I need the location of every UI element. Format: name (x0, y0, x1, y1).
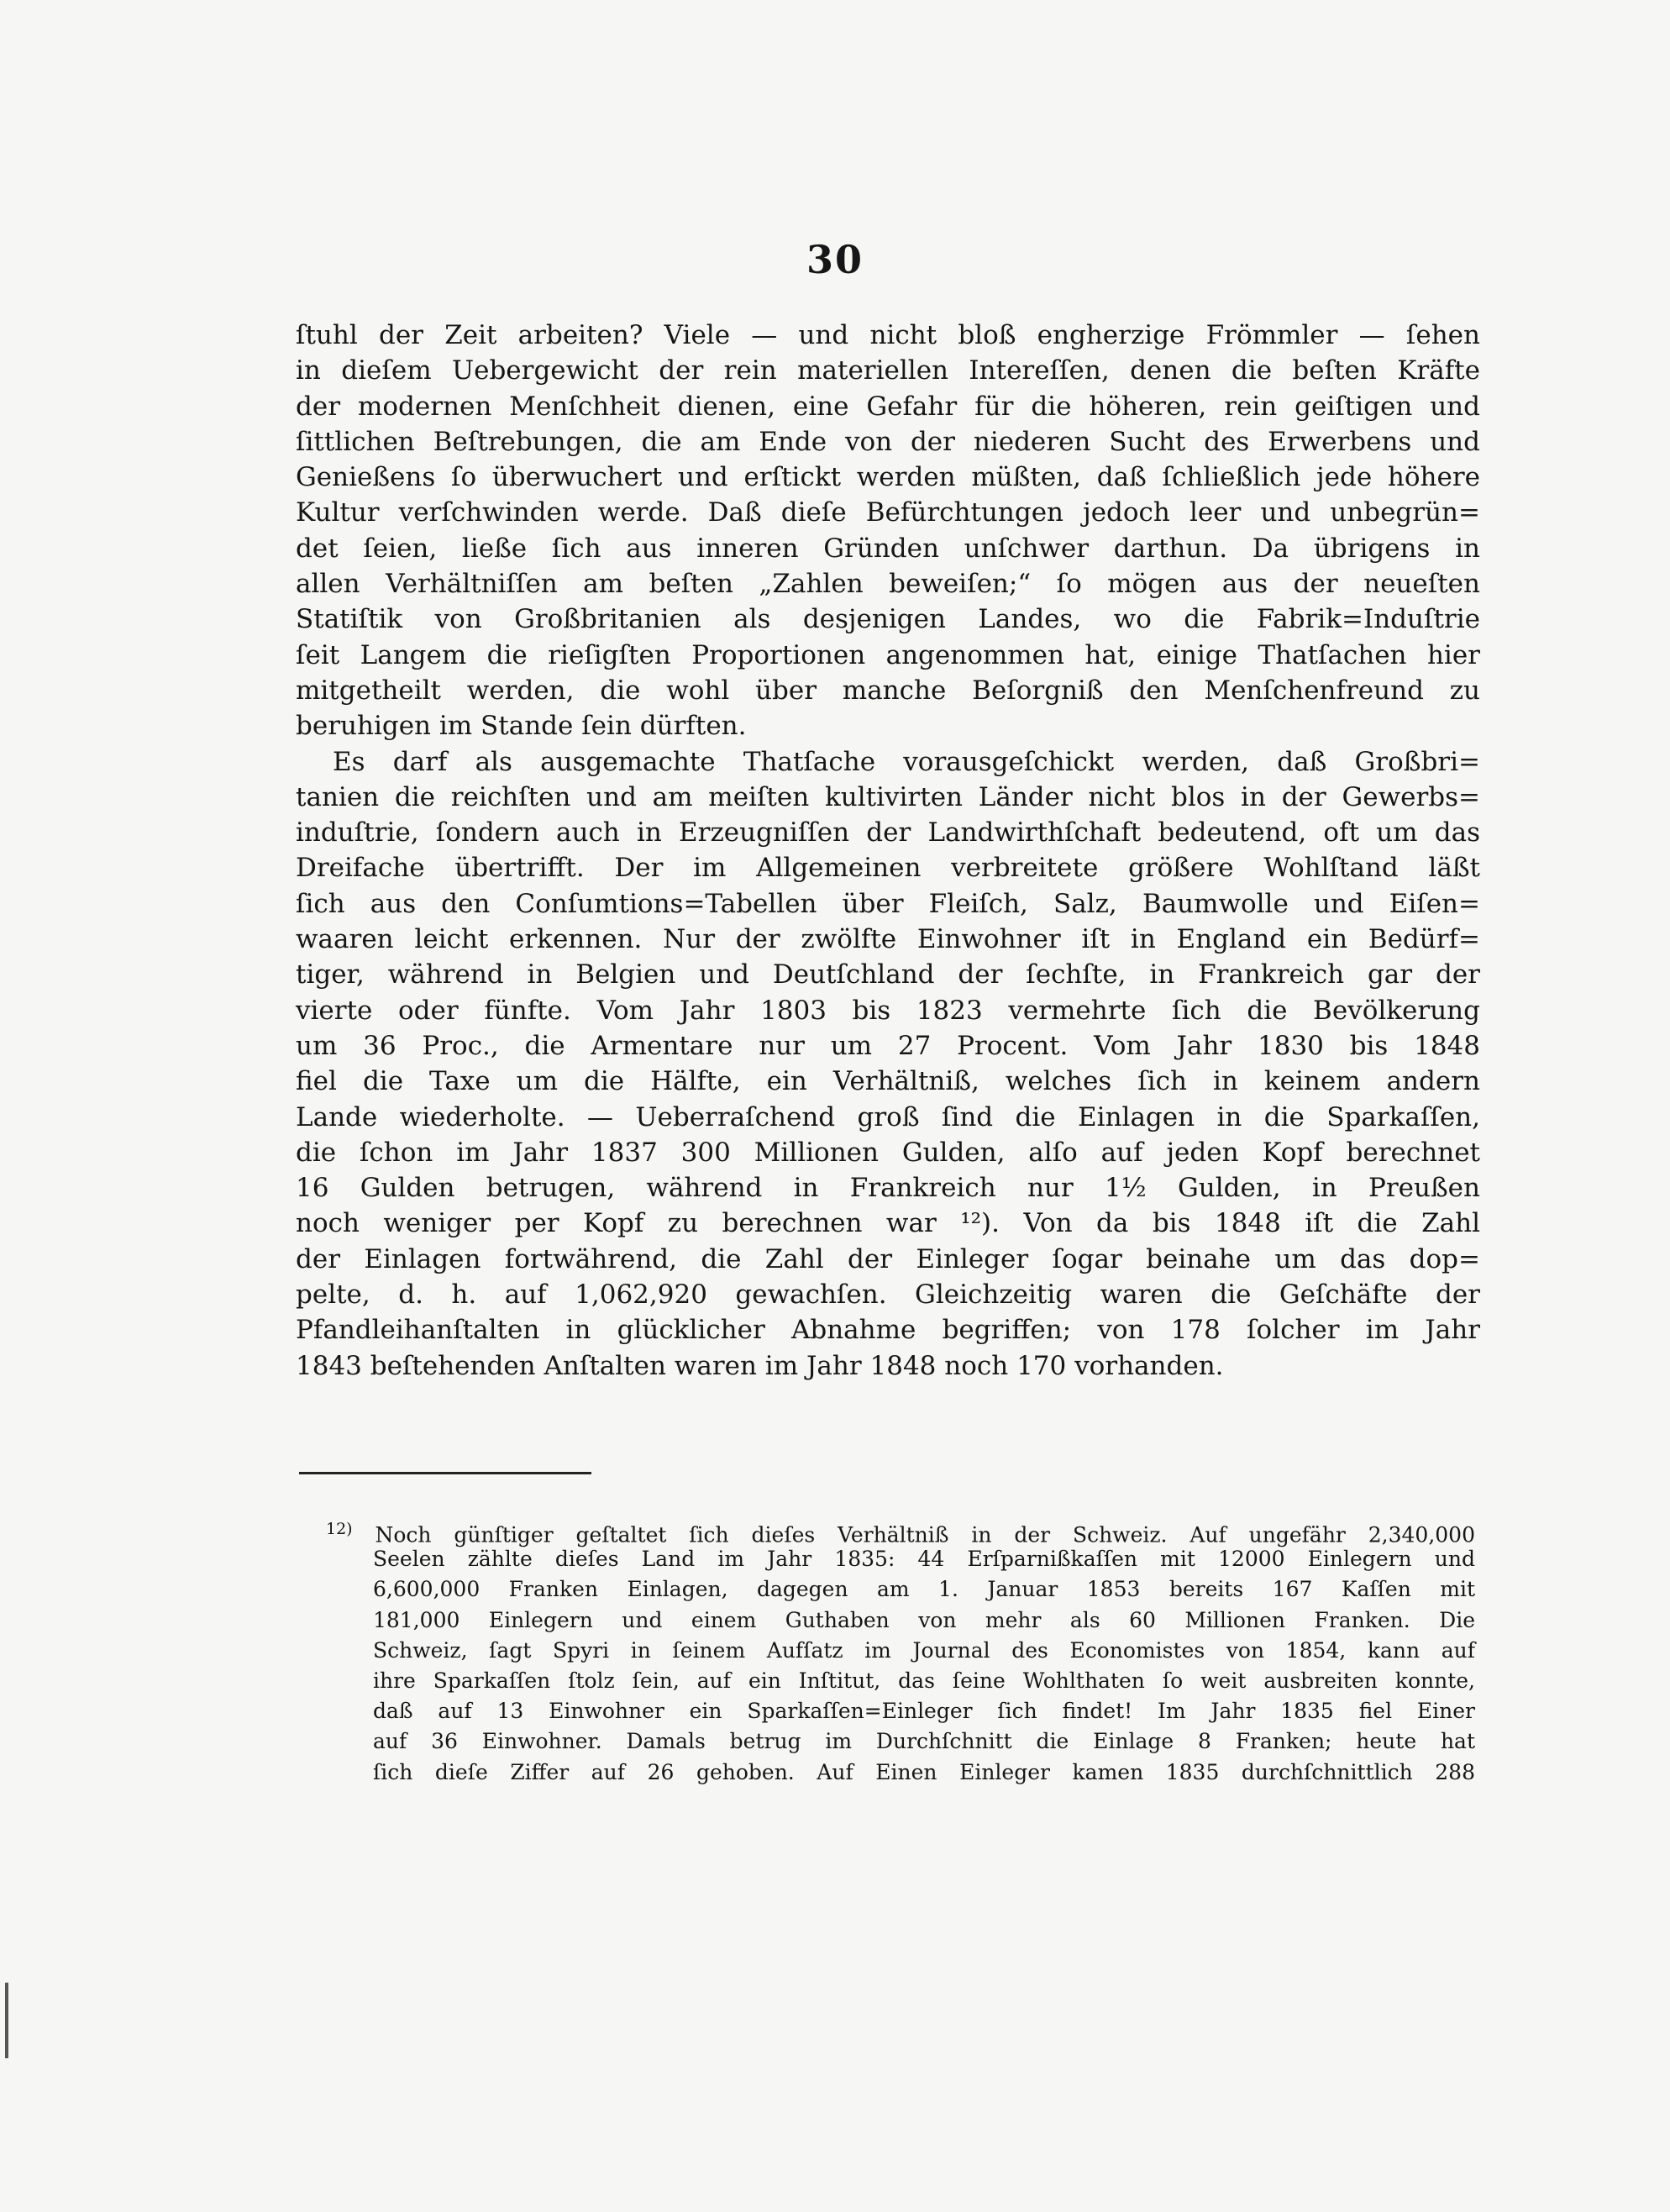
scan-edge-mark (5, 1983, 8, 2058)
body-line: fiel die Taxe um die Hälfte, ein Verhältniß, welches ſich in keinem andern (296, 1066, 1480, 1097)
footnote-line-text: Noch günſtiger geſtaltet ſich dieſes Verhältniß in der Schweiz. Auf ungefähr 2,340,000 (375, 1522, 1475, 1547)
footnote-separator (299, 1472, 591, 1474)
body-line: waaren leicht erkennen. Nur der zwölfte Einwohner iſt in England ein Bedürf= (296, 924, 1480, 955)
body-line: Statiſtik von Großbritanien als desjenigen Landes, wo die Fabrik=Induſtrie (296, 604, 1480, 635)
footnote-line: auf 36 Einwohner. Damals betrug im Durchſchnitt die Einlage 8 Franken; heute hat (373, 1729, 1475, 1754)
body-line: ſtuhl der Zeit arbeiten? Viele — und nicht bloß engherzige Frömmler — ſehen (296, 320, 1480, 350)
footnote-line: Seelen zählte dieſes Land im Jahr 1835: 44 Erſparnißkaſſen mit 12000 Einlegern und (373, 1547, 1475, 1572)
body-line: Genießens ſo überwuchert und erſtickt werden müßten, daß ſchließlich jede höhere (296, 462, 1480, 493)
body-line: um 36 Proc., die Armentare nur um 27 Procent. Vom Jahr 1830 bis 1848 (296, 1030, 1480, 1061)
footnote-line: ihre Sparkaſſen ſtolz ſein, auf ein Inſtitut, das ſeine Wohlthaten ſo weit ausbreiten konnte, (373, 1668, 1475, 1693)
body-line: mitgetheilt werden, die wohl über manche Beſorgniß den Menſchenfreund zu (296, 675, 1480, 706)
body-line: beruhigen im Stande ſein dürften. (296, 711, 747, 742)
footnote-line: 181,000 Einlegern und einem Guthaben von mehr als 60 Millionen Franken. Die (373, 1607, 1475, 1632)
body-line: Kultur verſchwinden werde. Daß dieſe Befürchtungen jedoch leer und unbegrün= (296, 497, 1480, 528)
footnote-line (299, 1514, 1475, 1547)
body-line: Pfandleihanſtalten in glücklicher Abnahme begriffen; von 178 ſolcher im Jahr (296, 1315, 1480, 1346)
body-text (296, 318, 1480, 1384)
footnote-line: 6,600,000 Franken Einlagen, dagegen am 1. Januar 1853 bereits 167 Kaſſen mit (373, 1577, 1475, 1602)
body-line: noch weniger per Kopf zu berechnen war ¹²). Von da bis 1848 iſt die Zahl (296, 1208, 1480, 1239)
body-line: Lande wiederholte. — Ueberraſchend groß ſind die Einlagen in die Sparkaſſen, (296, 1101, 1480, 1132)
body-line: in dieſem Uebergewicht der rein materiellen Intereſſen, denen die beſten Kräfte (296, 355, 1480, 386)
body-line: 1843 beſtehenden Anſtalten waren im Jahr 1848 noch 170 vorhanden. (296, 1350, 1224, 1381)
footnote-line: Schweiz, ſagt Spyri in ſeinem Aufſatz im Journal des Economistes von 1854, kann auf (373, 1637, 1475, 1663)
footnote-marker: 12) (326, 1520, 353, 1538)
page-number: 30 (806, 237, 864, 282)
body-line: det ſeien, ließe ſich aus inneren Gründen unſchwer darthun. Da übrigens in (296, 533, 1480, 564)
body-line: induſtrie, ſondern auch in Erzeugniſſen der Landwirthſchaft bedeutend, oft um das (296, 817, 1480, 849)
body-line: pelte, d. h. auf 1,062,920 gewachſen. Gleichzeitig waren die Geſchäfte der (296, 1279, 1480, 1311)
body-line: die ſchon im Jahr 1837 300 Millionen Gulden, alſo auf jeden Kopf berechnet (296, 1137, 1480, 1168)
footnote (299, 1514, 1475, 1788)
body-line: ſittlichen Beſtrebungen, die am Ende von der niederen Sucht des Erwerbens und (296, 426, 1480, 457)
body-line: ſich aus den Conſumtions=Tabellen über Fleiſch, Salz, Baumwolle und Eiſen= (296, 888, 1480, 919)
body-line: Es darf als ausgemachte Thatſache vorausgeſchickt werden, daß Großbri= (333, 746, 1480, 777)
body-line: ſeit Langem die rieſigſten Proportionen angenommen hat, einige Thatſachen hier (296, 639, 1480, 670)
body-line: der Einlagen fortwährend, die Zahl der Einleger ſogar beinahe um das dop= (296, 1243, 1480, 1274)
footnote-line: daß auf 13 Einwohner ein Sparkaſſen=Einleger ſich findet! Im Jahr 1835 fiel Einer (373, 1699, 1475, 1724)
body-line: vierte oder fünfte. Vom Jahr 1803 bis 1823 vermehrte ſich die Bevölkerung (296, 995, 1480, 1026)
body-line: 16 Gulden betrugen, während in Frankreich nur 1½ Gulden, in Preußen (296, 1173, 1480, 1204)
body-line: allen Verhältniſſen am beſten „Zahlen beweiſen;“ ſo mögen aus der neueſten (296, 569, 1480, 600)
body-line: tanien die reichſten und am meiſten kultivirten Länder nicht blos in der Gewerbs= (296, 781, 1480, 812)
body-line: tiger, während in Belgien und Deutſchland der ſechſte, in Frankreich gar der (296, 959, 1480, 990)
body-line: der modernen Menſchheit dienen, eine Gefahr für die höheren, rein geiſtigen und (296, 391, 1480, 422)
footnote-line: ſich dieſe Ziffer auf 26 gehoben. Auf Einen Einleger kamen 1835 durchſchnittlich 288 (373, 1759, 1475, 1784)
body-line: Dreifache übertrifft. Der im Allgemeinen verbreitete größere Wohlſtand läßt (296, 853, 1480, 884)
